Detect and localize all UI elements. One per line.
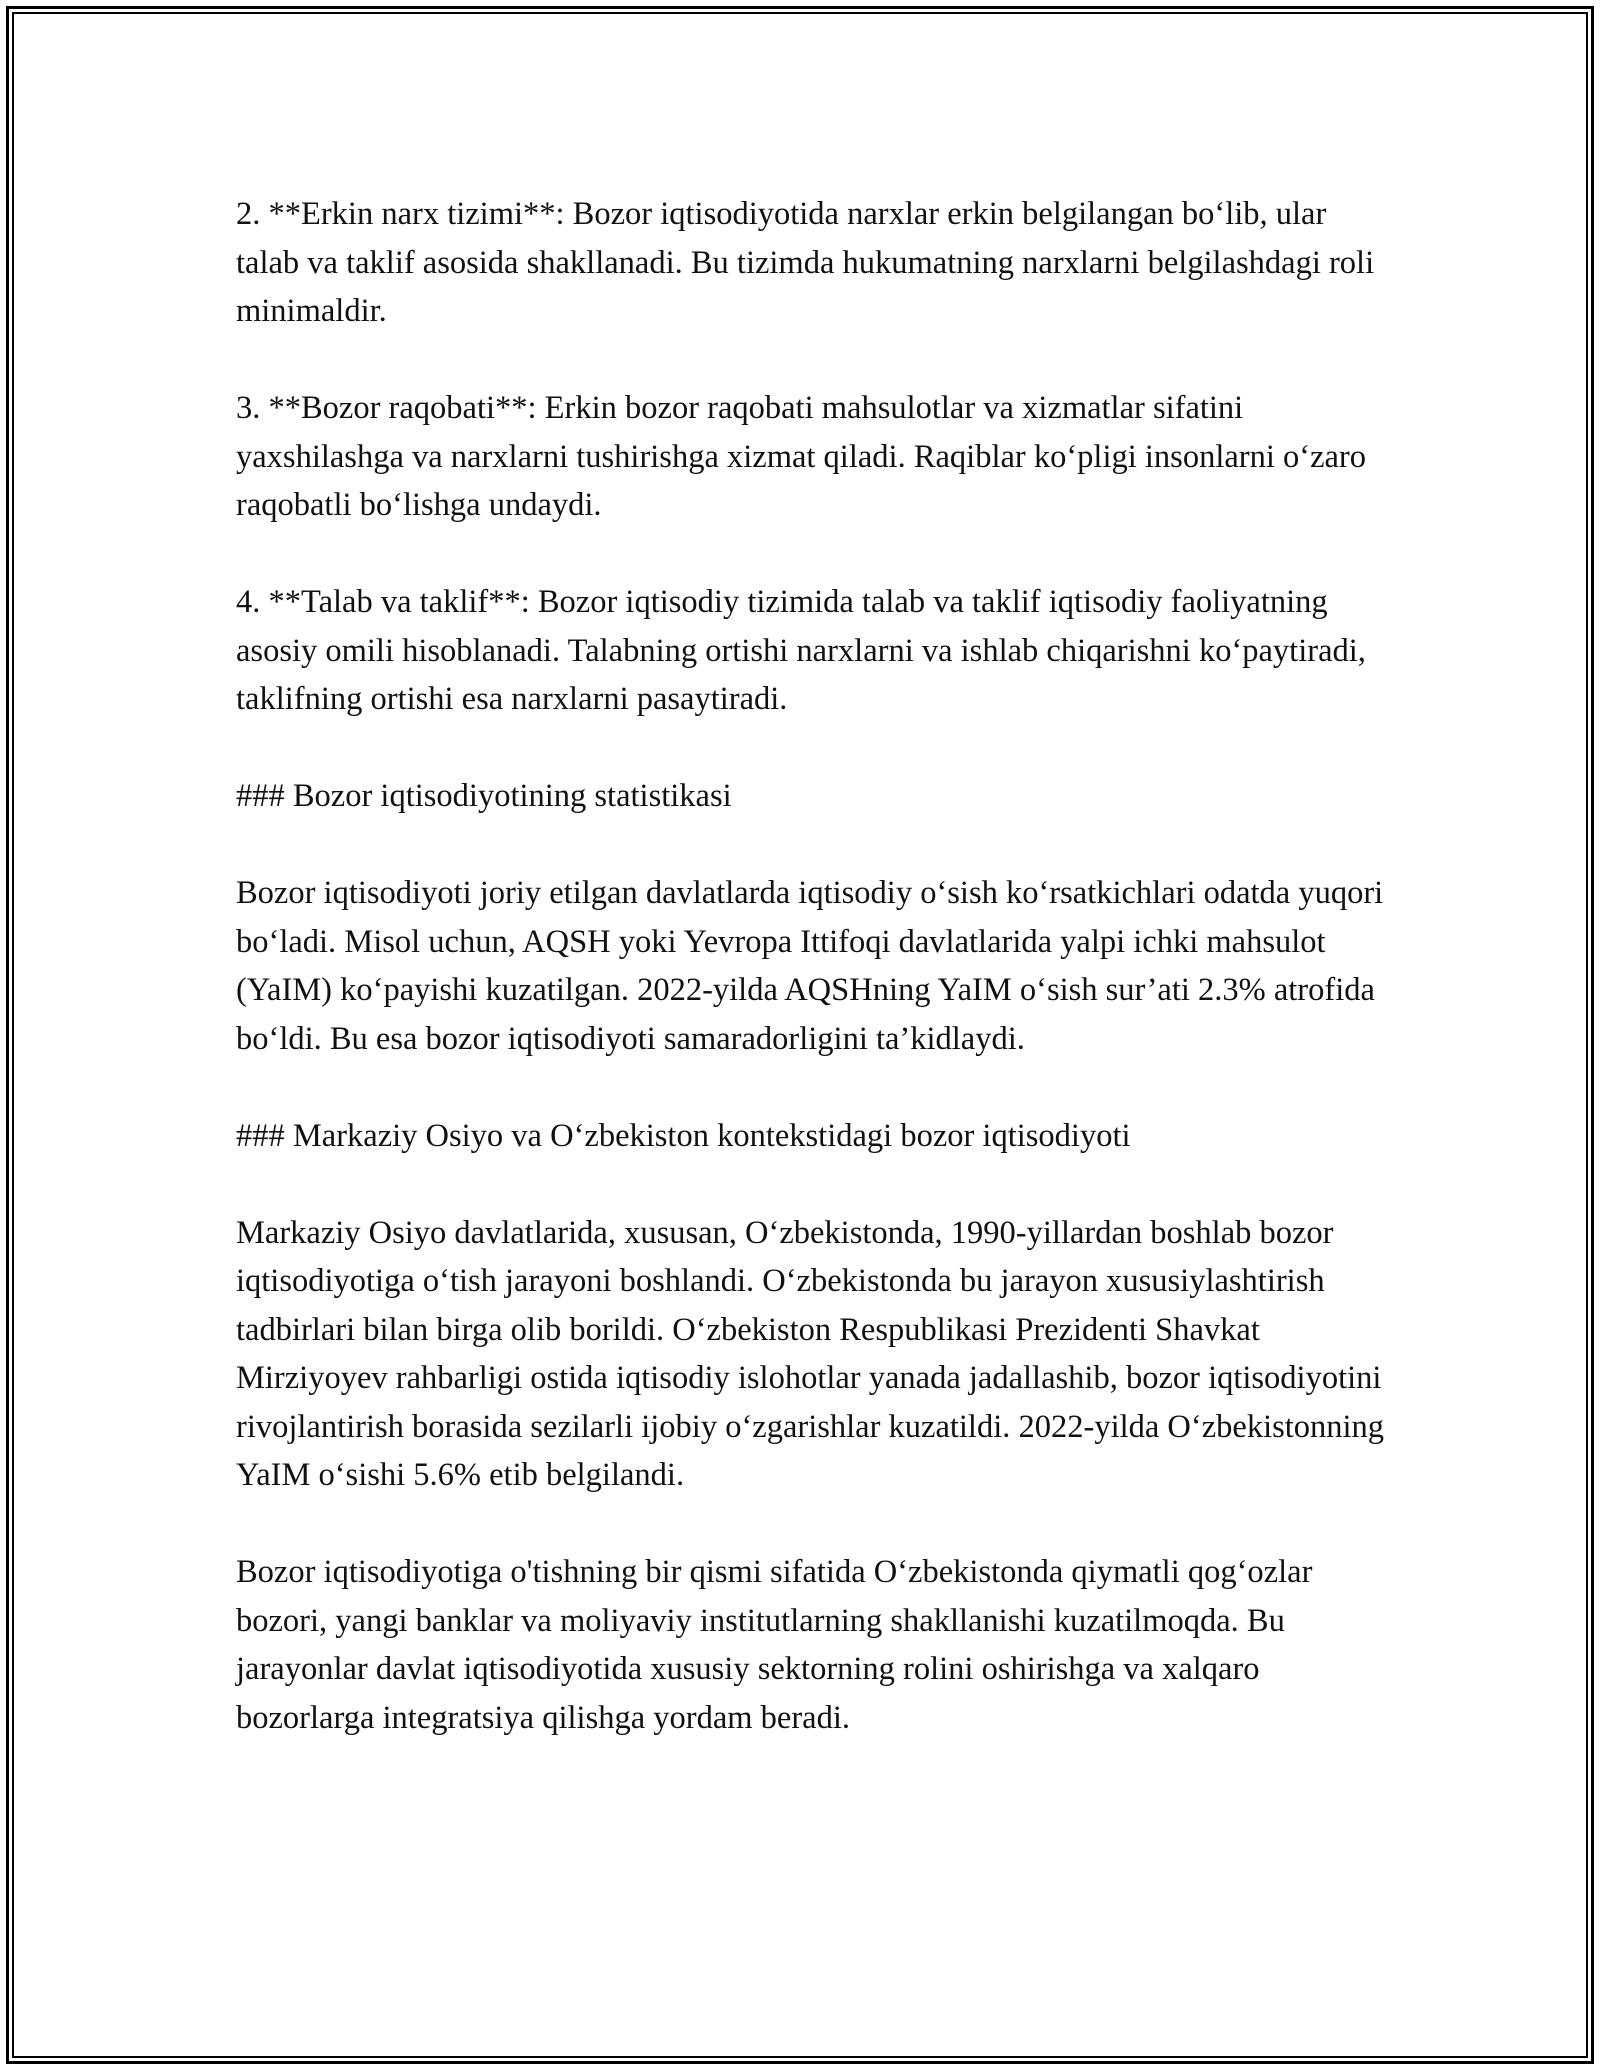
section-heading-statistics: ### Bozor iqtisodiyotining statistikasi xyxy=(236,778,732,814)
list-item-free-price-system: 2. **Erkin narx tizimi**: Bozor iqtisodiyotida narxlar erkin belgilangan bo‘lib, ular talab va taklif asosida shakllanadi. Bu tizimda hukumatning narxlarni belgilashdagi roli minimaldir. xyxy=(236,196,1375,329)
document-body xyxy=(236,190,1386,1791)
list-item-supply-demand: 4. **Talab va taklif**: Bozor iqtisodiy tizimida talab va taklif iqtisodiy faoliyatning asosiy omili hisoblanadi. Talabning ortishi narxlarni va ishlab chiqarishni ko‘paytiradi, taklifning ortishi esa narxlarni pasaytiradi. xyxy=(236,584,1366,717)
section-heading-central-asia: ### Markaziy Osiyo va O‘zbekiston kontekstidagi bozor iqtisodiyoti xyxy=(236,1117,1131,1154)
paragraph-central-asia: Markaziy Osiyo davlatlarida, xususan, O‘zbekistonda, 1990-yillardan boshlab bozor iqtisodiyotiga o‘tish jarayoni boshlandi. O‘zbekistonda bu jarayon xususiylashtirish tadbirlari bilan birga olib borildi. O‘zbekiston Respublikasi Prezidenti Shavkat Mirziyoyev rahbarligi ostida iqtisodiy islohotlar yanada jadallashib, bozor iqtisodiyotini rivojlantirish borasida sezilarli ijobiy o‘zgarishlar kuzatildi. 2022-yilda O‘zbekistonning YaIM o‘sishi 5.6% etib belgilandi. xyxy=(236,1214,1385,1493)
list-item-market-competition: 3. **Bozor raqobati**: Erkin bozor raqobati mahsulotlar va xizmatlar sifatini yaxshilashga va narxlarni tushirishga xizmat qiladi. Raqiblar ko‘pligi insonlarni o‘zaro raqobatli bo‘lishga undaydi. xyxy=(236,390,1366,523)
paragraph-statistics: Bozor iqtisodiyoti joriy etilgan davlatlarda iqtisodiy o‘sish ko‘rsatkichlari odatda yuqori bo‘ladi. Misol uchun, AQSH yoki Yevropa Ittifoqi davlatlarida yalpi ichki mahsulot (YaIM) ko‘payishi kuzatilgan. 2022-yilda AQSHning YaIM o‘sish sur’ati 2.3% atrofida bo‘ldi. Bu esa bozor iqtisodiyoti samaradorligini ta’kidlaydi. xyxy=(236,875,1384,1057)
paragraph-securities-market: Bozor iqtisodiyotiga o'tishning bir qismi sifatida O‘zbekistonda qiymatli qog‘ozlar bozori, yangi banklar va moliyaviy institutlarning shakllanishi kuzatilmoqda. Bu jarayonlar davlat iqtisodiyotida xususiy sektorning rolini oshirishga va xalqaro bozorlarga integratsiya qilishga yordam beradi. xyxy=(236,1554,1313,1736)
